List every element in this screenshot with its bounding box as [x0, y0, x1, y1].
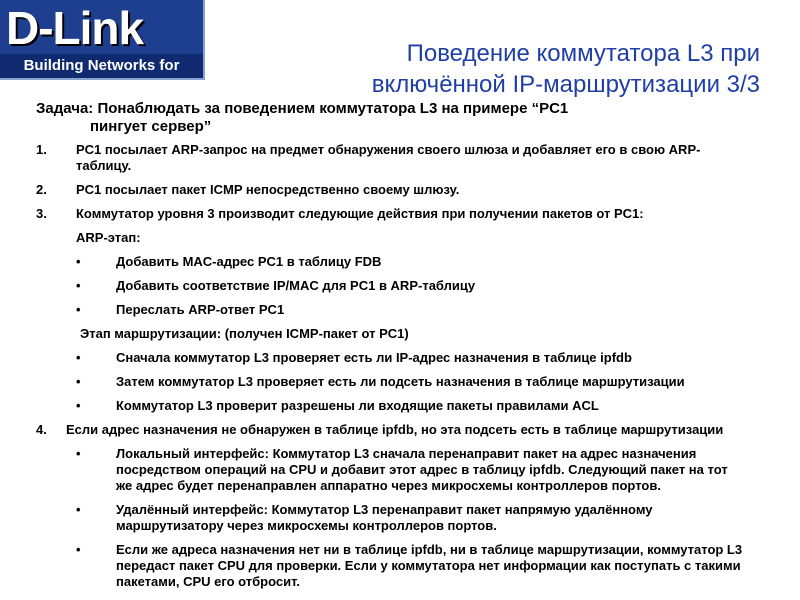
item-number: 1.	[36, 142, 47, 157]
bullet-item	[36, 398, 746, 414]
bullet-item	[36, 542, 746, 590]
bullet-text: Если же адреса назначения нет ни в таблице ipfdb, ни в таблице маршрутизации, коммутатор L3 передаст пакет CPU для проверки. Если у коммутатора нет информации как поступать с такими пакетами, CPU его отбросит.	[116, 542, 743, 589]
bullet-icon	[76, 302, 81, 318]
bullet-text: Коммутатор L3 проверит разрешены ли входящие пакеты правилами ACL	[116, 398, 599, 413]
bullet-item	[36, 350, 746, 366]
bullet-item	[36, 254, 746, 270]
title-line-1: Поведение коммутатора L3 при	[406, 40, 760, 67]
item-number: 4.	[36, 422, 47, 437]
item-text: PC1 посылает ARP-запрос на предмет обнаружения своего шлюза и добавляет его в свою ARP-таблицу.	[76, 142, 701, 173]
bullet-item	[36, 446, 746, 494]
bullet-icon	[76, 374, 81, 390]
logo-tagline: Building Networks for People	[0, 54, 203, 78]
bullet-icon	[76, 254, 81, 270]
bullet-text: Добавить соответствие IP/MAC для PC1 в ARP-таблицу	[116, 278, 476, 293]
bullet-text: Переслать ARP-ответ PC1	[116, 302, 285, 317]
bullet-icon	[76, 502, 81, 518]
bullet-text: Затем коммутатор L3 проверяет есть ли подсеть назначения в таблице маршрутизации	[116, 374, 685, 389]
bullet-icon	[76, 542, 81, 558]
bullet-item	[36, 502, 746, 534]
bullet-text: Удалённый интерфейс: Коммутатор L3 перенаправит пакет напрямую удалённому маршрутизатору через микросхемы контроллеров портов.	[116, 502, 653, 533]
title-line-2: включённой IP-маршрутизации 3/3	[371, 71, 760, 98]
task-line-2: пингует сервер”	[90, 118, 212, 135]
bullet-icon	[76, 350, 81, 366]
slide-content	[36, 100, 746, 598]
task-statement	[36, 100, 746, 136]
item-number: 2.	[36, 182, 47, 197]
bullet-icon	[76, 446, 81, 462]
arp-stage-label: ARP-этап:	[76, 230, 141, 245]
list-item	[36, 182, 746, 198]
list-item	[36, 142, 746, 174]
list-item	[36, 422, 746, 438]
logo-wordmark: D-Link	[6, 2, 144, 54]
item-number: 3.	[36, 206, 47, 221]
dlink-logo	[0, 0, 205, 98]
bullet-item	[36, 302, 746, 318]
item-text: Если адрес назначения не обнаружен в таблице ipfdb, но эта подсеть есть в таблице маршрутизации	[66, 422, 724, 437]
slide-title	[240, 38, 760, 100]
bullet-text: Локальный интерфейс: Коммутатор L3 сначала перенаправит пакет на адрес назначения посредством операций на CPU и добавит этот адрес в таблицу ipfdb. Следующий пакет на тот же адрес будет перенаправлен аппаратно через микросхемы контроллеров портов.	[116, 446, 728, 493]
bullet-icon	[76, 398, 81, 414]
routing-stage-label: Этап маршрутизации: (получен ICMP-пакет от PC1)	[80, 326, 409, 341]
item-text: PC1 посылает пакет ICMP непосредственно своему шлюзу.	[76, 182, 460, 197]
item-text: Коммутатор уровня 3 производит следующие действия при получении пакетов от PC1:	[76, 206, 644, 221]
list-item	[36, 206, 746, 222]
bullet-icon	[76, 278, 81, 294]
bullet-text: Добавить MAC-адрес PC1 в таблицу FDB	[116, 254, 382, 269]
task-line-1: Задача: Понаблюдать за поведением коммутатора L3 на примере “PC1	[36, 100, 569, 117]
bullet-item	[36, 374, 746, 390]
bullet-item	[36, 278, 746, 294]
bullet-text: Сначала коммутатор L3 проверяет есть ли IP-адрес назначения в таблице ipfdb	[116, 350, 632, 365]
